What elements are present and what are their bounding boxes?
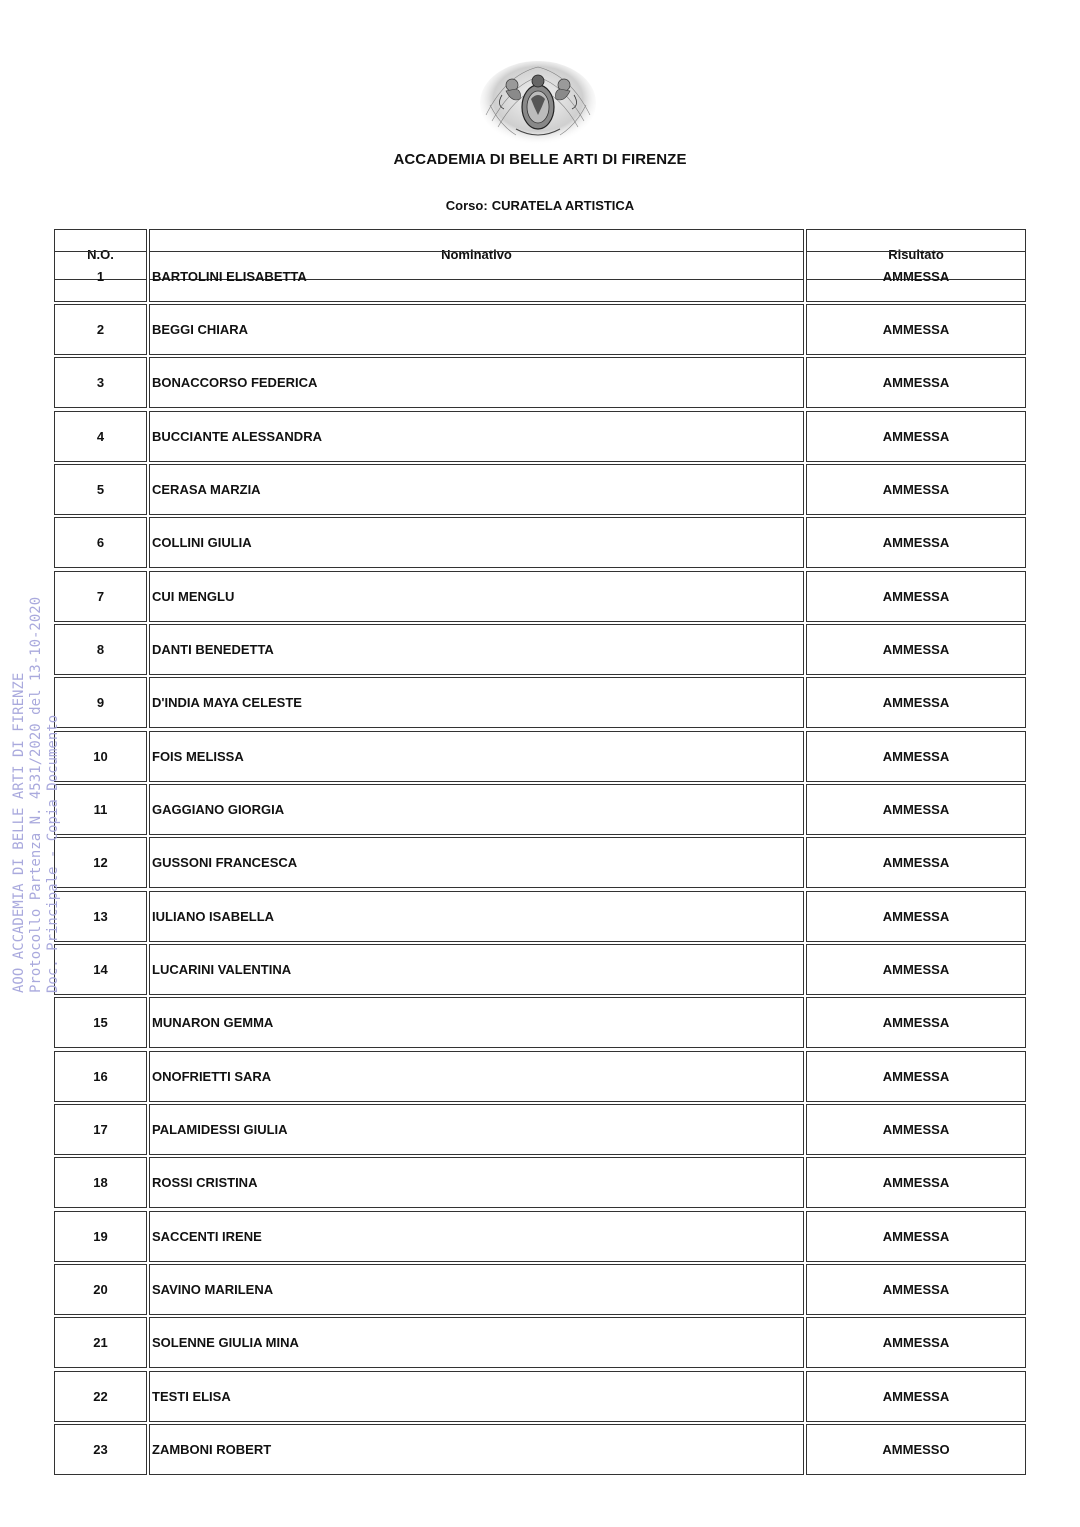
row-result: AMMESSA xyxy=(806,411,1026,462)
table-row xyxy=(0,411,1080,462)
row-number: 23 xyxy=(54,1424,147,1475)
row-number: 5 xyxy=(54,464,147,515)
row-result: AMMESSA xyxy=(806,517,1026,568)
row-name: BUCCIANTE ALESSANDRA xyxy=(149,411,804,462)
row-name: ONOFRIETTI SARA xyxy=(149,1051,804,1102)
row-number: 22 xyxy=(54,1371,147,1422)
row-result: AMMESSA xyxy=(806,1211,1026,1262)
row-number: 17 xyxy=(54,1104,147,1155)
row-result: AMMESSA xyxy=(806,837,1026,888)
row-result: AMMESSA xyxy=(806,304,1026,355)
row-number: 16 xyxy=(54,1051,147,1102)
table-row xyxy=(0,1317,1080,1368)
table-row xyxy=(0,1211,1080,1262)
row-number: 20 xyxy=(54,1264,147,1315)
table-row xyxy=(0,997,1080,1048)
table-row xyxy=(0,624,1080,675)
row-name: FOIS MELISSA xyxy=(149,731,804,782)
row-result: AMMESSA xyxy=(806,571,1026,622)
table-row xyxy=(0,677,1080,728)
row-name: GAGGIANO GIORGIA xyxy=(149,784,804,835)
row-name: CERASA MARZIA xyxy=(149,464,804,515)
row-name: ZAMBONI ROBERT xyxy=(149,1424,804,1475)
institution-title: ACCADEMIA DI BELLE ARTI DI FIRENZE xyxy=(393,151,687,168)
watermark-line-2: Protocollo Partenza N. 4531/2020 del 13-10-2020 xyxy=(28,596,44,993)
column-header-number: N.O. xyxy=(54,229,147,280)
row-name: MUNARON GEMMA xyxy=(149,997,804,1048)
row-result: AMMESSA xyxy=(806,677,1026,728)
row-name: CUI MENGLU xyxy=(149,571,804,622)
row-number: 18 xyxy=(54,1157,147,1208)
table-row xyxy=(0,571,1080,622)
row-number: 1 xyxy=(54,251,147,302)
watermark-line-3: Doc. Principale - Copia Documento xyxy=(45,714,61,993)
row-result: AMMESSA xyxy=(806,997,1026,1048)
row-result: AMMESSA xyxy=(806,944,1026,995)
row-name: TESTI ELISA xyxy=(149,1371,804,1422)
row-name: BARTOLINI ELISABETTA xyxy=(149,251,804,302)
row-name: BEGGI CHIARA xyxy=(149,304,804,355)
column-header-result: Risultato xyxy=(806,229,1026,280)
row-number: 15 xyxy=(54,997,147,1048)
row-number: 11 xyxy=(54,784,147,835)
table-row xyxy=(0,837,1080,888)
row-result: AMMESSA xyxy=(806,1264,1026,1315)
row-result: AMMESSA xyxy=(806,1317,1026,1368)
course-line xyxy=(0,198,1080,213)
table-row xyxy=(0,1371,1080,1422)
row-number: 12 xyxy=(54,837,147,888)
row-name: DANTI BENEDETTA xyxy=(149,624,804,675)
row-name: COLLINI GIULIA xyxy=(149,517,804,568)
row-result: AMMESSA xyxy=(806,1371,1026,1422)
row-number: 7 xyxy=(54,571,147,622)
table-row xyxy=(0,357,1080,408)
row-name: SACCENTI IRENE xyxy=(149,1211,804,1262)
row-number: 10 xyxy=(54,731,147,782)
row-number: 21 xyxy=(54,1317,147,1368)
row-number: 2 xyxy=(54,304,147,355)
table-row xyxy=(0,1264,1080,1315)
row-number: 6 xyxy=(54,517,147,568)
academy-crest-icon xyxy=(476,55,600,147)
row-result: AMMESSA xyxy=(806,357,1026,408)
row-name: IULIANO ISABELLA xyxy=(149,891,804,942)
table-row xyxy=(0,1424,1080,1475)
table-row xyxy=(0,1051,1080,1102)
column-header-name: Nominativo xyxy=(149,229,804,280)
row-number: 19 xyxy=(54,1211,147,1262)
row-number: 4 xyxy=(54,411,147,462)
row-number: 14 xyxy=(54,944,147,995)
row-number: 8 xyxy=(54,624,147,675)
row-result: AMMESSA xyxy=(806,464,1026,515)
row-result: AMMESSO xyxy=(806,1424,1026,1475)
row-result: AMMESSA xyxy=(806,1051,1026,1102)
row-name: BONACCORSO FEDERICA xyxy=(149,357,804,408)
row-result: AMMESSA xyxy=(806,1104,1026,1155)
table-row xyxy=(0,304,1080,355)
table-row xyxy=(0,891,1080,942)
row-result: AMMESSA xyxy=(806,784,1026,835)
row-number: 3 xyxy=(54,357,147,408)
row-name: ROSSI CRISTINA xyxy=(149,1157,804,1208)
table-row xyxy=(0,251,1080,302)
table-row xyxy=(0,731,1080,782)
row-number: 9 xyxy=(54,677,147,728)
row-name: SOLENNE GIULIA MINA xyxy=(149,1317,804,1368)
table-row xyxy=(0,784,1080,835)
row-name: SAVINO MARILENA xyxy=(149,1264,804,1315)
row-result: AMMESSA xyxy=(806,731,1026,782)
row-name: GUSSONI FRANCESCA xyxy=(149,837,804,888)
course-label: Corso: xyxy=(445,198,488,213)
row-number: 13 xyxy=(54,891,147,942)
row-result: AMMESSA xyxy=(806,251,1026,302)
table-row xyxy=(0,1157,1080,1208)
row-name: D'INDIA MAYA CELESTE xyxy=(149,677,804,728)
row-name: PALAMIDESSI GIULIA xyxy=(149,1104,804,1155)
watermark-line-1: AOO ACCADEMIA DI BELLE ARTI DI FIRENZE xyxy=(11,672,27,993)
row-result: AMMESSA xyxy=(806,624,1026,675)
table-row xyxy=(0,1104,1080,1155)
table-row xyxy=(0,944,1080,995)
row-result: AMMESSA xyxy=(806,1157,1026,1208)
row-name: LUCARINI VALENTINA xyxy=(149,944,804,995)
row-result: AMMESSA xyxy=(806,891,1026,942)
table-row xyxy=(0,517,1080,568)
course-name: CURATELA ARTISTICA xyxy=(491,198,635,213)
table-row xyxy=(0,464,1080,515)
